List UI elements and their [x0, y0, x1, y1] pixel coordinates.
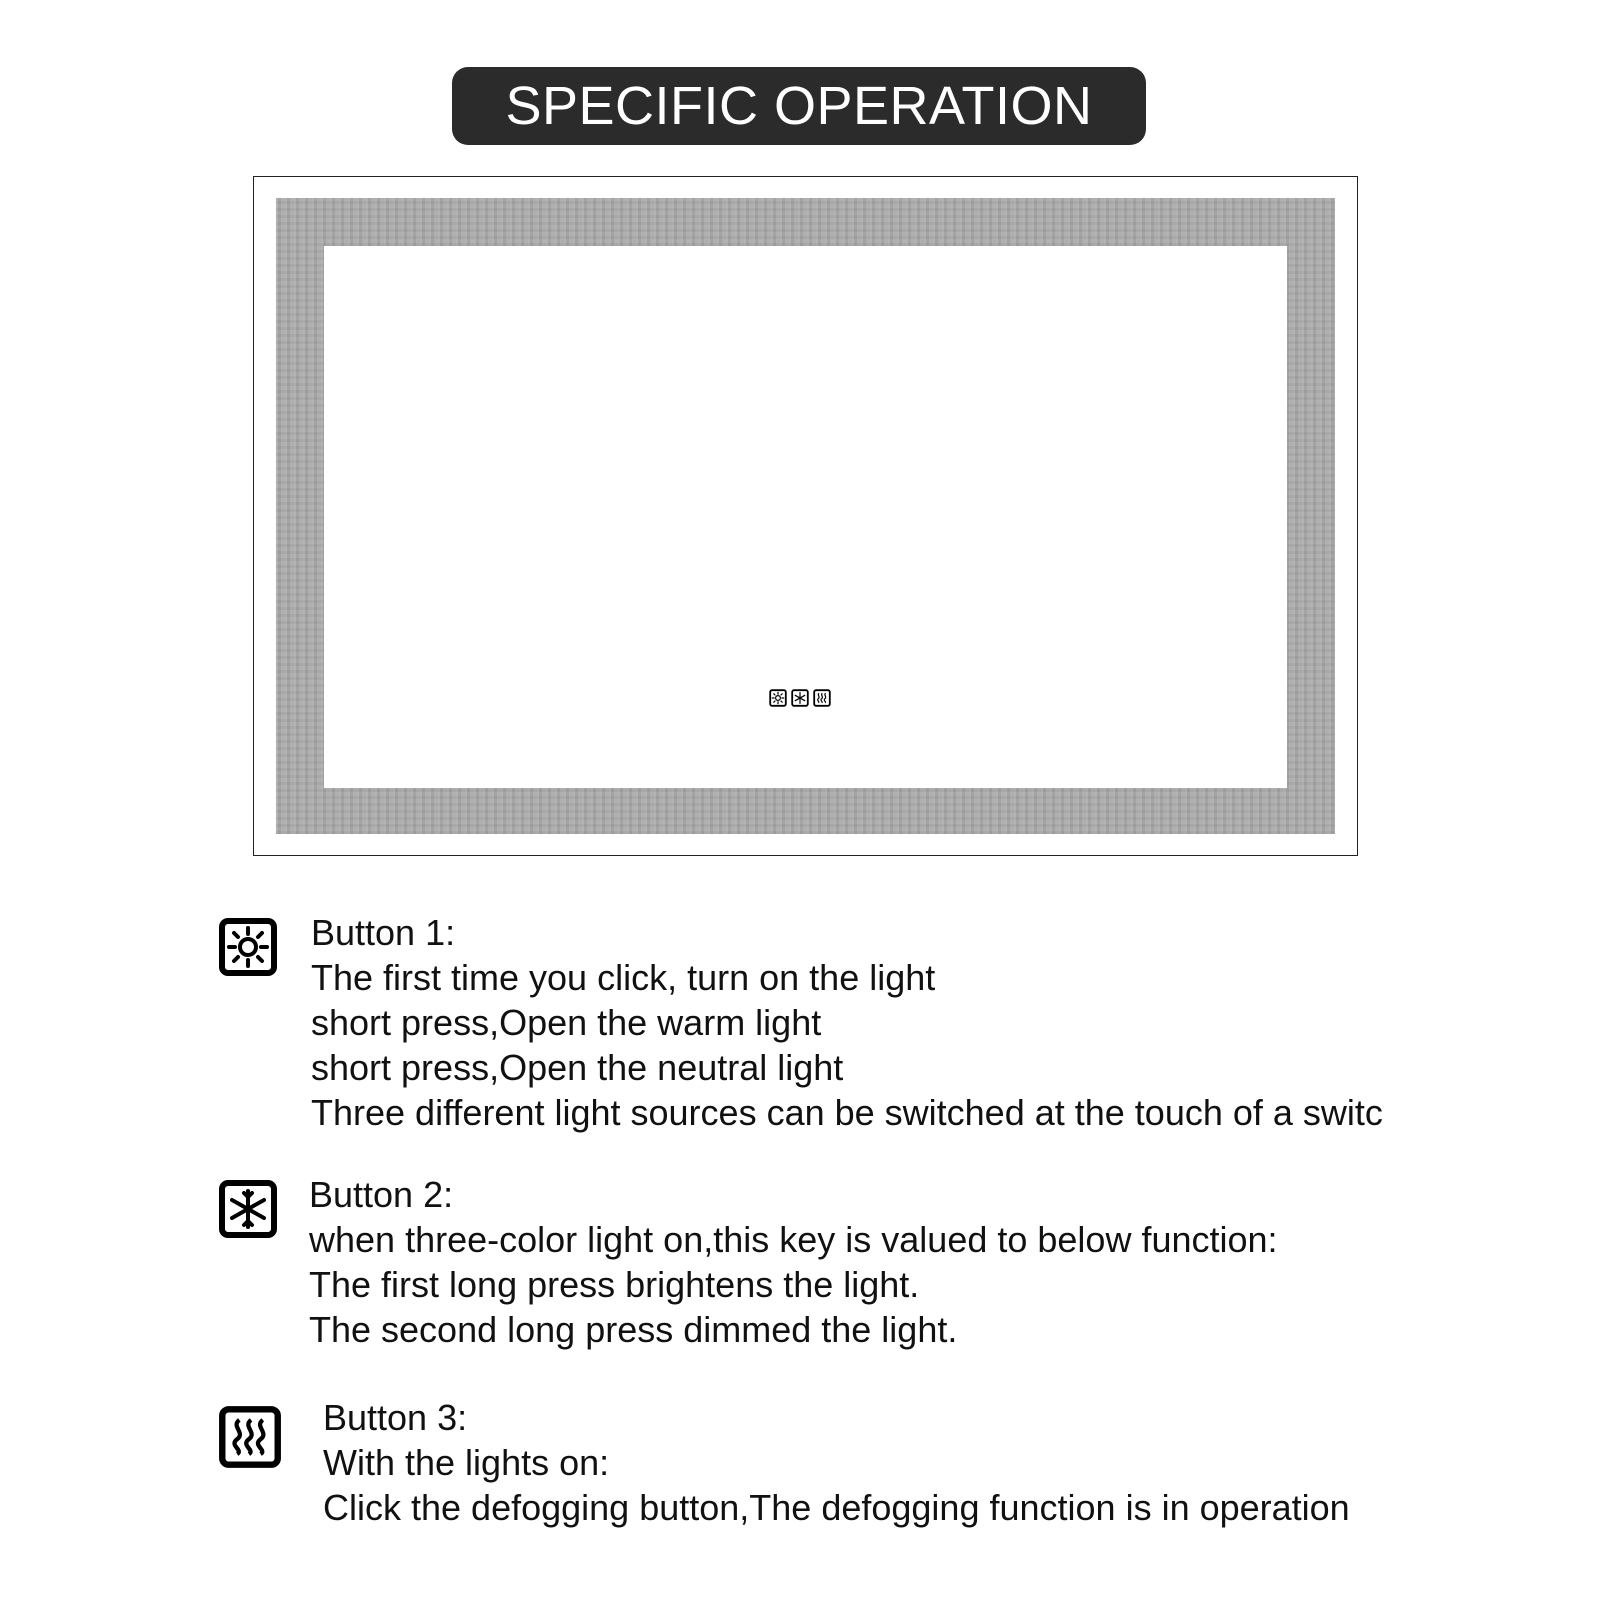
snowflake-icon[interactable]	[791, 689, 809, 707]
button-1-line: The first time you click, turn on the light	[311, 957, 936, 998]
mirror-touch-panel	[769, 689, 831, 707]
defog-icon	[218, 1405, 282, 1469]
button-3-line: Click the defogging button,The defogging function is in operation	[323, 1487, 1350, 1528]
button-2-description	[309, 1172, 1278, 1352]
button-3-line: With the lights on:	[323, 1442, 610, 1483]
page-title: SPECIFIC OPERATION	[505, 76, 1093, 136]
button-1-heading: Button 1:	[311, 912, 456, 953]
button-2-line: when three-color light on,this key is valued to below function:	[309, 1219, 1278, 1260]
button-2-line: The first long press brightens the light.	[309, 1264, 920, 1305]
button-3-heading: Button 3:	[323, 1397, 468, 1438]
button-1-line: short press,Open the neutral light	[311, 1047, 844, 1088]
title-banner	[452, 67, 1146, 145]
mirror-glass	[324, 246, 1287, 788]
sun-icon	[218, 917, 278, 977]
button-2-line: The second long press dimmed the light.	[309, 1309, 958, 1350]
button-2-heading: Button 2:	[309, 1174, 454, 1215]
sun-icon[interactable]	[769, 689, 787, 707]
snowflake-icon	[218, 1179, 278, 1239]
button-1-line: Three different light sources can be switched at the touch of a switc	[311, 1092, 1383, 1133]
button-3-description	[323, 1395, 1350, 1530]
mirror-illustration	[253, 176, 1358, 856]
defog-icon[interactable]	[813, 689, 831, 707]
mirror-led-frame	[276, 198, 1335, 834]
button-1-description	[311, 910, 1383, 1135]
button-1-line: short press,Open the warm light	[311, 1002, 822, 1043]
